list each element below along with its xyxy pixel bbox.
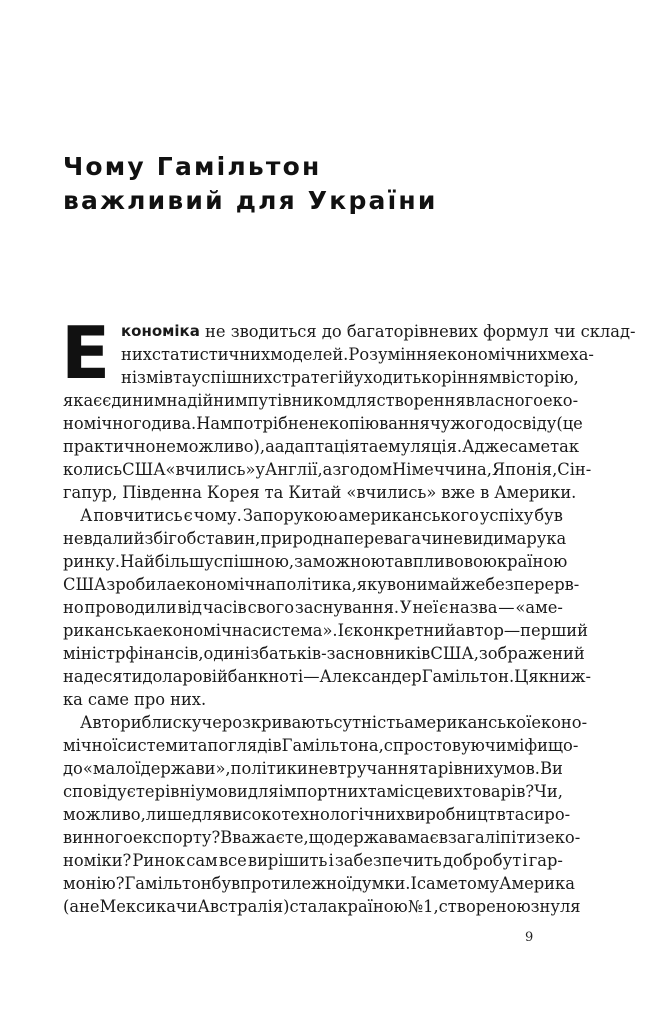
word: єдиним xyxy=(102,391,167,410)
word: банкноті xyxy=(227,667,304,686)
word: та xyxy=(264,483,284,502)
word: «аме- xyxy=(515,598,563,617)
word: від xyxy=(177,598,202,617)
word: рука xyxy=(526,529,567,548)
word: має xyxy=(407,828,439,847)
text-line xyxy=(63,320,636,343)
word: економічна xyxy=(152,621,253,640)
word: Корея xyxy=(206,483,260,502)
word: стратегій xyxy=(272,368,354,387)
word: (це xyxy=(556,414,583,433)
word: рівні xyxy=(154,782,196,801)
word: нуля xyxy=(539,897,581,916)
word: згодом xyxy=(332,460,393,479)
word: Гамільтон. xyxy=(421,667,515,686)
word: імпортних xyxy=(278,782,368,801)
word: Китай xyxy=(288,483,342,502)
text-line xyxy=(63,642,585,665)
word: виробництв xyxy=(405,805,506,824)
word: неї xyxy=(412,598,439,617)
word: взагалі xyxy=(438,828,501,847)
word: повчитись xyxy=(93,506,183,525)
word: і xyxy=(328,851,334,870)
word: свого xyxy=(247,598,295,617)
word: та xyxy=(188,736,208,755)
text-line xyxy=(63,826,581,849)
word: створеною xyxy=(438,897,531,916)
word: умов. xyxy=(493,759,540,778)
chapter-title xyxy=(63,150,438,218)
word: Ця xyxy=(514,667,539,686)
drop-cap: Е xyxy=(61,311,111,395)
word: система». xyxy=(252,621,338,640)
text-line xyxy=(63,435,580,458)
word: корінням xyxy=(421,368,502,387)
word: сам xyxy=(186,851,218,870)
word: Америка xyxy=(499,874,575,893)
word: батьків-засновників xyxy=(259,644,431,663)
word: спростовуючи xyxy=(383,736,507,755)
word: еконо- xyxy=(531,713,588,732)
word: не xyxy=(79,897,100,916)
word: для xyxy=(191,805,223,824)
word: путівником xyxy=(247,391,346,410)
text-line xyxy=(63,872,575,895)
word: з xyxy=(530,897,540,916)
word: є xyxy=(93,391,103,410)
word: до xyxy=(63,759,83,778)
word: сповідуєте xyxy=(63,782,155,801)
body-text xyxy=(61,311,636,918)
word: номічного xyxy=(63,414,152,433)
word: чи xyxy=(175,897,198,916)
word: перевага xyxy=(343,529,421,548)
word: один xyxy=(203,644,246,663)
word: невтручання xyxy=(307,759,419,778)
word: історію, xyxy=(510,368,579,387)
word: в xyxy=(480,483,490,502)
word: впливовою xyxy=(403,552,497,571)
word: Ви xyxy=(540,759,563,778)
word: стала xyxy=(289,897,338,916)
word: політика, xyxy=(275,575,357,594)
word: назва xyxy=(449,598,498,617)
word: — xyxy=(303,667,320,686)
word: вдалий xyxy=(83,529,145,548)
word: а xyxy=(322,460,333,479)
word: протилежної xyxy=(240,874,352,893)
word: Вважаєте, xyxy=(220,828,309,847)
text-line xyxy=(63,504,563,527)
word: заможною xyxy=(294,552,385,571)
word: еко- xyxy=(545,828,581,847)
word: Південна xyxy=(122,483,202,502)
word: не xyxy=(308,414,329,433)
word: Александер xyxy=(319,667,422,686)
word: «малої xyxy=(82,759,141,778)
word: успішних xyxy=(191,368,273,387)
word: Австралія) xyxy=(197,897,290,916)
word: і xyxy=(522,851,528,870)
word: Гамільтона, xyxy=(281,736,384,755)
word: копіювання xyxy=(328,414,430,433)
text-line xyxy=(63,412,583,435)
word: з xyxy=(536,828,546,847)
word: майже xyxy=(427,575,486,594)
word: та xyxy=(367,782,387,801)
word: чужого xyxy=(429,414,494,433)
word: них. xyxy=(170,690,207,709)
word: перший xyxy=(520,621,588,640)
word: Сін- xyxy=(557,460,592,479)
word: — xyxy=(503,621,521,640)
word: у xyxy=(255,460,266,479)
word: для xyxy=(345,391,377,410)
word: політики xyxy=(230,759,308,778)
word: чи xyxy=(420,529,443,548)
word: сутність xyxy=(333,713,405,732)
word: неможливо), xyxy=(155,437,266,456)
text-line xyxy=(63,757,563,780)
word: думки. xyxy=(352,874,411,893)
word: та xyxy=(419,759,438,778)
text-line xyxy=(63,688,563,711)
word: не xyxy=(63,529,84,548)
word: піти xyxy=(500,828,537,847)
word: невидима xyxy=(442,529,527,548)
word: зображений xyxy=(478,644,585,663)
word: про xyxy=(134,690,166,709)
text-line xyxy=(63,734,579,757)
word: саме xyxy=(509,437,551,456)
word: розкривають xyxy=(221,713,334,732)
text-line xyxy=(63,849,563,872)
word: забезпечить xyxy=(334,851,442,870)
text-line xyxy=(63,895,581,918)
word: Ринок xyxy=(132,851,186,870)
word: Америки. xyxy=(494,483,577,502)
chapter-title-line-1: Чому Гамільтон xyxy=(63,152,322,181)
word: Гамільтон xyxy=(124,874,212,893)
word: уходить xyxy=(353,368,422,387)
word: був xyxy=(534,506,563,525)
word: адаптація xyxy=(274,437,360,456)
word: фінансів, xyxy=(125,644,204,663)
word: автор xyxy=(455,621,504,640)
word: та xyxy=(172,368,192,387)
word: із xyxy=(245,644,260,663)
word: Нам xyxy=(196,414,233,433)
word: умови xyxy=(195,782,248,801)
word: статистичних xyxy=(151,345,271,364)
text-line xyxy=(63,711,588,734)
word: безперерв- xyxy=(485,575,580,594)
word: можливо, xyxy=(63,805,146,824)
word: вони xyxy=(386,575,428,594)
word: Розуміння xyxy=(348,345,438,364)
word: Запорукою xyxy=(242,506,338,525)
text-line xyxy=(63,366,579,389)
word: яку xyxy=(356,575,387,594)
word: обставин, xyxy=(176,529,261,548)
word: винного xyxy=(63,828,133,847)
word: та xyxy=(505,805,525,824)
word: місцевих xyxy=(386,782,463,801)
word: яка xyxy=(63,391,94,410)
word: Мексика xyxy=(99,897,176,916)
word: У xyxy=(399,598,412,617)
word: конкретний xyxy=(353,621,456,640)
word: є xyxy=(183,506,193,525)
word: зробила xyxy=(106,575,177,594)
word: чому. xyxy=(193,506,242,525)
text-line xyxy=(63,481,577,504)
word: сиро- xyxy=(524,805,571,824)
lead-word: кономіка xyxy=(121,322,200,340)
word: Найбільш xyxy=(120,552,205,571)
chapter-title-line-2: важливий для України xyxy=(63,186,438,215)
text-line xyxy=(63,458,592,481)
word: успішною, xyxy=(204,552,295,571)
word: еко- xyxy=(542,391,579,410)
word: а xyxy=(265,437,275,456)
page-number: 9 xyxy=(525,930,534,945)
word: добробут xyxy=(442,851,522,870)
word: країною xyxy=(496,552,568,571)
word: но xyxy=(63,598,84,617)
word: надійним xyxy=(166,391,248,410)
text-line xyxy=(63,665,591,688)
word: вже xyxy=(441,483,476,502)
word: та xyxy=(359,437,379,456)
word: є xyxy=(344,621,354,640)
word: США, xyxy=(430,644,479,663)
word: саме xyxy=(416,874,459,893)
text-line xyxy=(63,389,579,412)
word: лише xyxy=(145,805,192,824)
text-line xyxy=(63,550,568,573)
word: саме xyxy=(87,690,130,709)
word: меха- xyxy=(547,345,594,364)
word: досвіду xyxy=(493,414,557,433)
word: США xyxy=(122,460,166,479)
word: Автори xyxy=(80,713,142,732)
word: рівних xyxy=(437,759,494,778)
word: для xyxy=(247,782,279,801)
word: міністр xyxy=(63,644,126,663)
word: колись xyxy=(63,460,123,479)
word: ринку. xyxy=(63,552,121,571)
word: мічної xyxy=(63,736,118,755)
word: США xyxy=(63,575,107,594)
word: часів xyxy=(202,598,247,617)
word: успіху xyxy=(479,506,534,525)
text-line xyxy=(63,596,563,619)
word: І xyxy=(410,874,417,893)
word: Англії, xyxy=(265,460,323,479)
word: Німеччина, xyxy=(392,460,492,479)
word: Адже xyxy=(462,437,510,456)
word: заснування. xyxy=(294,598,400,617)
word: тому xyxy=(458,874,500,893)
text-line xyxy=(63,780,563,803)
word: американської xyxy=(404,713,532,732)
word: та xyxy=(384,552,404,571)
word: них xyxy=(121,345,152,364)
text-line xyxy=(63,803,571,826)
word: проводили xyxy=(84,598,177,617)
word: збіг xyxy=(144,529,177,548)
word: потрібне xyxy=(232,414,309,433)
word: в xyxy=(501,368,511,387)
word: що xyxy=(308,828,334,847)
word: І xyxy=(337,621,345,640)
word: номіки? xyxy=(63,851,132,870)
word: практично xyxy=(63,437,156,456)
word: «вчились» xyxy=(165,460,256,479)
text-span: не зводиться до багаторівневих формул чи склад- xyxy=(199,322,636,341)
word: «вчились» xyxy=(346,483,437,502)
word: що- xyxy=(547,736,579,755)
word: товарів? xyxy=(462,782,535,801)
text-line xyxy=(63,573,580,596)
word: експорту? xyxy=(132,828,221,847)
word: економічна xyxy=(176,575,276,594)
word: емуляція. xyxy=(378,437,463,456)
word: книж- xyxy=(538,667,591,686)
word: Японія, xyxy=(491,460,558,479)
word: монію? xyxy=(63,874,125,893)
word: так xyxy=(550,437,580,456)
word: країною xyxy=(337,897,408,916)
word: (а xyxy=(63,897,80,916)
word: держави», xyxy=(140,759,231,778)
word: Чи, xyxy=(534,782,563,801)
word: — xyxy=(498,598,515,617)
word: системи xyxy=(117,736,189,755)
word: №1, xyxy=(407,897,439,916)
word: держава xyxy=(333,828,408,847)
word: створення xyxy=(376,391,466,410)
word: американського xyxy=(338,506,479,525)
word: моделей. xyxy=(270,345,349,364)
word: був xyxy=(211,874,241,893)
text-line xyxy=(63,619,588,642)
word: десятидоларовій xyxy=(83,667,228,686)
word: дива. xyxy=(151,414,197,433)
word: гапур, xyxy=(63,483,118,502)
text-line xyxy=(63,343,594,366)
word: все xyxy=(218,851,247,870)
word: природна xyxy=(260,529,344,548)
word: риканська xyxy=(63,621,153,640)
word: міфи xyxy=(506,736,548,755)
word: поглядів xyxy=(207,736,282,755)
word: А xyxy=(80,506,93,525)
word: високотехнологічних xyxy=(222,805,406,824)
word: економічних xyxy=(437,345,548,364)
word: ка xyxy=(63,690,83,709)
word: на xyxy=(63,667,84,686)
word: є xyxy=(439,598,449,617)
word: власного xyxy=(465,391,543,410)
word: нізмів xyxy=(121,368,173,387)
text-line xyxy=(63,527,567,550)
word: гар- xyxy=(528,851,563,870)
word: вирішить xyxy=(247,851,328,870)
word: блискуче xyxy=(141,713,222,732)
